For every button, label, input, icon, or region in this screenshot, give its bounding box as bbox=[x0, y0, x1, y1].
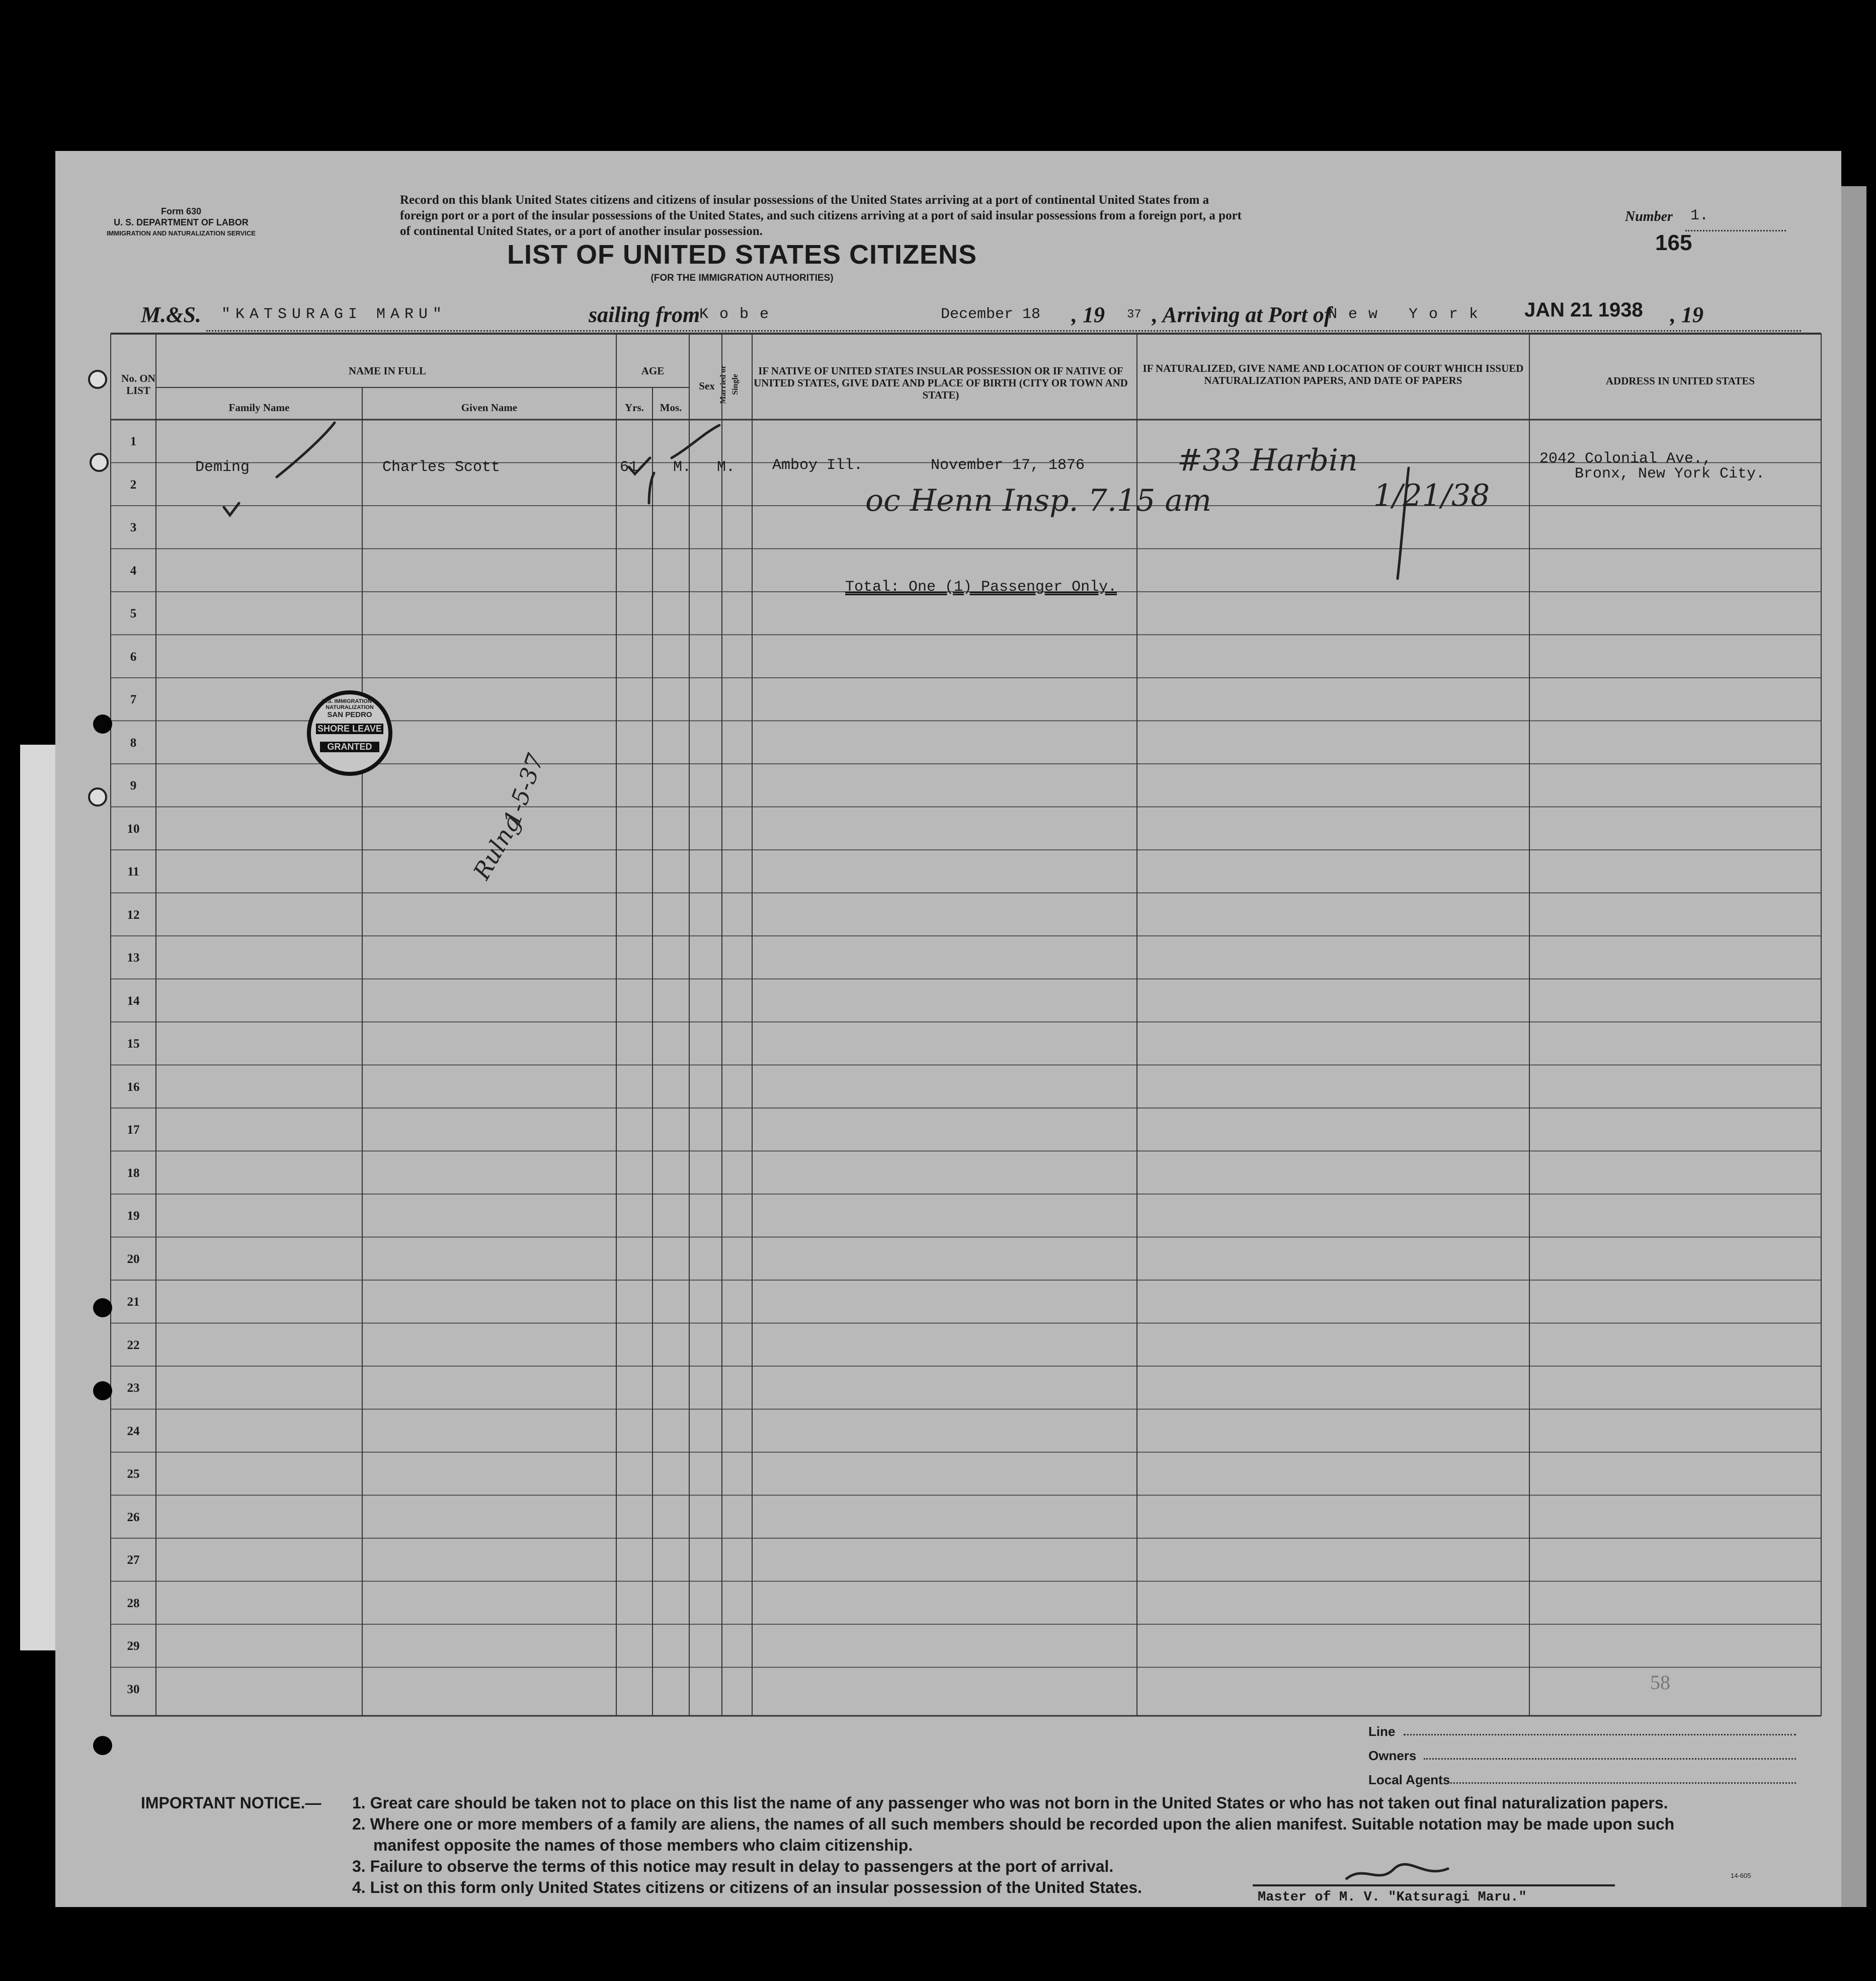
total-line: Total: One (1) Passenger Only. bbox=[845, 579, 1117, 596]
birth-place: Amboy Ill. bbox=[772, 457, 863, 474]
row-number: 29 bbox=[127, 1639, 140, 1653]
inspection-note: oc Henn Insp. 7.15 am bbox=[865, 483, 1212, 518]
col-married: Married or Single bbox=[719, 365, 740, 404]
agents-label: Local Agents bbox=[1368, 1772, 1450, 1787]
col-age: AGE bbox=[641, 365, 665, 377]
notice-item: 2. Where one or more members of a family are aliens, the names of all such members should be recorded upon the alien manifest. Suitable notation may be made upon such bbox=[352, 1815, 1675, 1833]
vessel-prefix: M.&S. bbox=[141, 302, 201, 327]
sex: M. bbox=[673, 459, 692, 476]
row-number: 26 bbox=[127, 1510, 140, 1524]
owners-rule bbox=[1424, 1758, 1796, 1760]
arriving-label: , Arriving at Port of bbox=[1152, 302, 1332, 327]
inspection-date: 1/21/38 bbox=[1373, 478, 1490, 513]
stamp-initials: Rulng bbox=[468, 810, 526, 884]
given-name: Charles Scott bbox=[382, 459, 501, 476]
row-number: 17 bbox=[127, 1123, 140, 1137]
year-prefix: , 19 bbox=[1072, 302, 1105, 327]
line-rule bbox=[1404, 1734, 1796, 1735]
arrival-stamp: JAN 21 1938 bbox=[1524, 299, 1643, 321]
row-number: 11 bbox=[127, 865, 139, 879]
row-number: 21 bbox=[127, 1295, 140, 1309]
stamp-line2: GRANTED bbox=[320, 742, 379, 752]
row-number: 2 bbox=[130, 478, 137, 492]
from-port: Kobe bbox=[699, 306, 780, 323]
check-mark bbox=[672, 425, 719, 458]
number-label: Number bbox=[1625, 209, 1673, 224]
punch-hole bbox=[90, 453, 109, 472]
notice-title: IMPORTANT NOTICE.— bbox=[141, 1794, 321, 1812]
punch-hole bbox=[88, 787, 107, 807]
row-number: 23 bbox=[127, 1381, 140, 1395]
row-number: 13 bbox=[127, 951, 140, 965]
arrival-year: , 19 bbox=[1670, 302, 1703, 327]
ship-name: "KATSURAGI MARU" bbox=[221, 306, 447, 323]
agents-rule bbox=[1444, 1782, 1796, 1784]
row-number: 1 bbox=[130, 435, 137, 448]
col-given-name: Given Name bbox=[461, 402, 518, 414]
row-number: 8 bbox=[130, 736, 137, 750]
harbin-note: #33 Harbin bbox=[1177, 443, 1358, 478]
sailing-date: December 18 bbox=[941, 306, 1041, 323]
row-number: 28 bbox=[127, 1596, 140, 1610]
shore-leave-stamp bbox=[307, 690, 392, 776]
notice-list bbox=[352, 1792, 1841, 1898]
check-mark bbox=[277, 423, 335, 477]
page-title: LIST OF UNITED STATES CITIZENS bbox=[507, 240, 977, 270]
row-number: 18 bbox=[127, 1166, 140, 1180]
sailing-label: sailing from bbox=[589, 302, 700, 327]
page-subtitle: (FOR THE IMMIGRATION AUTHORITIES) bbox=[650, 273, 834, 283]
hand-marks bbox=[55, 151, 1841, 1907]
department: U. S. DEPARTMENT OF LABOR bbox=[114, 217, 249, 227]
row-number: 16 bbox=[127, 1080, 140, 1094]
col-family-name: Family Name bbox=[228, 402, 290, 414]
sheet-number: 165 bbox=[1655, 230, 1692, 255]
row-number: 3 bbox=[130, 521, 137, 534]
number-value: 1. bbox=[1690, 207, 1709, 224]
col-name-in-full: NAME IN FULL bbox=[348, 365, 426, 377]
stamp-city: SAN PEDRO bbox=[327, 710, 372, 719]
col-address: ADDRESS IN UNITED STATES bbox=[1605, 375, 1755, 387]
signature-rule bbox=[1253, 1884, 1615, 1886]
marital-status: M. bbox=[717, 459, 736, 476]
col-naturalized: IF NATURALIZED, GIVE NAME AND LOCATION OF COURT WHICH ISSUED NATURALIZATION PAPERS, AND DATE OF PAPERS bbox=[1143, 362, 1524, 386]
age-years: 61 bbox=[620, 459, 638, 476]
row-number: 14 bbox=[127, 994, 140, 1008]
address-line1: 2042 Colonial Ave., bbox=[1539, 450, 1712, 467]
family-name: Deming bbox=[195, 459, 250, 476]
line-label: Line bbox=[1368, 1724, 1396, 1739]
row-number: 5 bbox=[130, 607, 137, 620]
row-number: 7 bbox=[130, 693, 137, 706]
print-code: 14-605 bbox=[1731, 1872, 1751, 1879]
slash-mark bbox=[1398, 468, 1409, 579]
manifest-sheet bbox=[55, 151, 1841, 1907]
row-number: 20 bbox=[127, 1252, 140, 1266]
notice-item: 3. Failure to observe the terms of this notice may result in delay to passengers at the port of arrival. bbox=[352, 1857, 1114, 1875]
year-suffix: 37 bbox=[1127, 308, 1141, 322]
row-number: 22 bbox=[127, 1338, 140, 1352]
notice-item: manifest opposite the names of those members who claim citizenship. bbox=[373, 1836, 913, 1854]
row-number: 9 bbox=[130, 779, 137, 793]
punch-hole bbox=[93, 1298, 112, 1317]
check-mark bbox=[629, 458, 650, 474]
punch-hole bbox=[93, 715, 112, 734]
record-line: foreign port or a port of the insular possessions of the United States, and such citizens arriving at a port of said insular possessions from a foreign port, a port bbox=[400, 209, 1242, 222]
row-number: 25 bbox=[127, 1467, 140, 1481]
to-port: New York bbox=[1328, 306, 1490, 323]
address-line2: Bronx, New York City. bbox=[1575, 465, 1765, 483]
col-birth: IF NATIVE OF UNITED STATES INSULAR POSSESSION OR IF NATIVE OF UNITED STATES, GIVE DATE AND PLACE OF BIRTH (CITY OR TOWN AND STATE) bbox=[754, 365, 1128, 401]
col-mos: Mos. bbox=[660, 402, 682, 414]
owners-label: Owners bbox=[1368, 1748, 1417, 1763]
stamp-line1: SHORE LEAVE bbox=[316, 724, 383, 734]
row-number: 15 bbox=[127, 1037, 140, 1051]
row-number: 30 bbox=[127, 1682, 140, 1696]
stamp-ring-text: U.S. IMMIGRATION & NATURALIZATION bbox=[322, 698, 377, 710]
record-line: Record on this blank United States citizens and citizens of insular possessions of the United States arriving at a port of continental United States from a bbox=[400, 193, 1209, 207]
record-line: of continental United States, or a port of another insular possession. bbox=[400, 224, 763, 238]
notice-item: 4. List on this form only United States citizens or citizens of an insular possession of the United States. bbox=[352, 1878, 1143, 1896]
row-number: 4 bbox=[130, 564, 137, 578]
punch-hole bbox=[88, 370, 107, 389]
check-mark bbox=[224, 503, 239, 515]
row-number: 10 bbox=[127, 822, 140, 836]
col-no: No. ON LIST bbox=[121, 372, 155, 397]
row-number: 27 bbox=[127, 1553, 140, 1567]
notice-item: 1. Great care should be taken not to place on this list the name of any passenger who was not born in the United States or who has not taken out final naturalization papers. bbox=[352, 1794, 1668, 1812]
col-yrs: Yrs. bbox=[625, 402, 644, 414]
row-number: 24 bbox=[127, 1424, 140, 1438]
col-sex: Sex bbox=[699, 380, 715, 392]
row-number: 12 bbox=[127, 908, 140, 922]
service: IMMIGRATION AND NATURALIZATION SERVICE bbox=[106, 229, 256, 237]
row-number: 19 bbox=[127, 1209, 140, 1223]
master-label: Master of M. V. "Katsuragi Maru." bbox=[1258, 1890, 1527, 1905]
punch-hole bbox=[93, 1381, 112, 1400]
form-number: Form 630 bbox=[160, 206, 202, 216]
row-number: 6 bbox=[130, 650, 137, 664]
page-mark: 58 bbox=[1650, 1671, 1670, 1694]
stamp-date-note: 1-5-37 bbox=[498, 750, 549, 830]
punch-hole bbox=[93, 1736, 112, 1755]
birth-date: November 17, 1876 bbox=[931, 457, 1085, 474]
